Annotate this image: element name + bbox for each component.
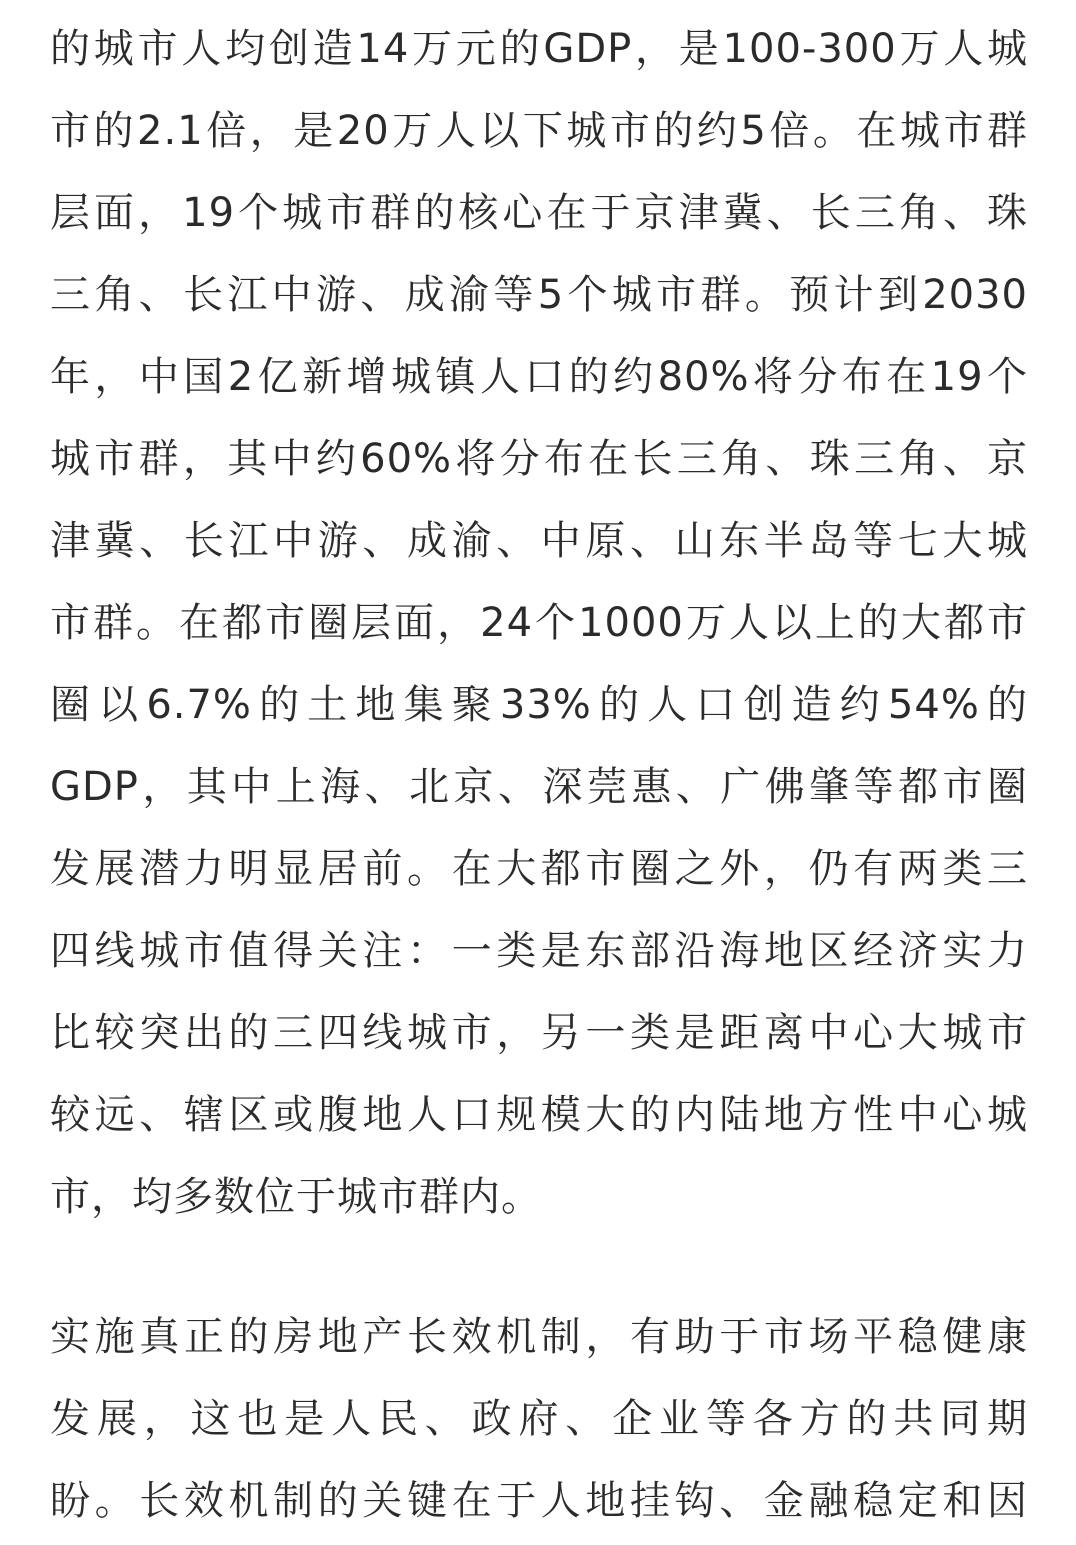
paragraph-1 <box>50 8 1040 1238</box>
text-line: 三角、长江中游、成渝等5个城市群。预计到2030 <box>50 272 1028 318</box>
text-line: 四线城市值得关注：一类是东部沿海地区经济实力 <box>50 928 1028 974</box>
text-line: 市，均多数位于城市群内。 <box>50 1174 542 1220</box>
text-line: 市的2.1倍，是20万人以下城市的约5倍。在城市群 <box>50 108 1028 154</box>
text-line: 城市群，其中约60%将分布在长三角、珠三角、京 <box>50 436 1028 482</box>
text-line: 的城市人均创造14万元的GDP，是100-300万人城 <box>50 26 1028 72</box>
paragraph-2 <box>50 1296 1040 1542</box>
text-line: 圈以6.7%的土地集聚33%的人口创造约54%的 <box>50 682 1028 728</box>
text-line: 津冀、长江中游、成渝、中原、山东半岛等七大城 <box>50 518 1028 564</box>
text-line: 盼。长效机制的关键在于人地挂钩、金融稳定和因 <box>50 1478 1028 1524</box>
text-line: 发展，这也是人民、政府、企业等各方的共同期 <box>50 1396 1028 1442</box>
text-line: 层面，19个城市群的核心在于京津冀、长三角、珠 <box>50 190 1028 236</box>
text-line: GDP，其中上海、北京、深莞惠、广佛肇等都市圈 <box>50 764 1028 810</box>
text-line: 较远、辖区或腹地人口规模大的内陆地方性中心城 <box>50 1092 1028 1138</box>
text-line: 市群。在都市圈层面，24个1000万人以上的大都市 <box>50 600 1028 646</box>
text-line: 实施真正的房地产长效机制，有助于市场平稳健康 <box>50 1314 1028 1360</box>
text-line: 比较突出的三四线城市，另一类是距离中心大城市 <box>50 1010 1028 1056</box>
text-line: 发展潜力明显居前。在大都市圈之外，仍有两类三 <box>50 846 1028 892</box>
text-line: 年，中国2亿新增城镇人口的约80%将分布在19个 <box>50 354 1028 400</box>
